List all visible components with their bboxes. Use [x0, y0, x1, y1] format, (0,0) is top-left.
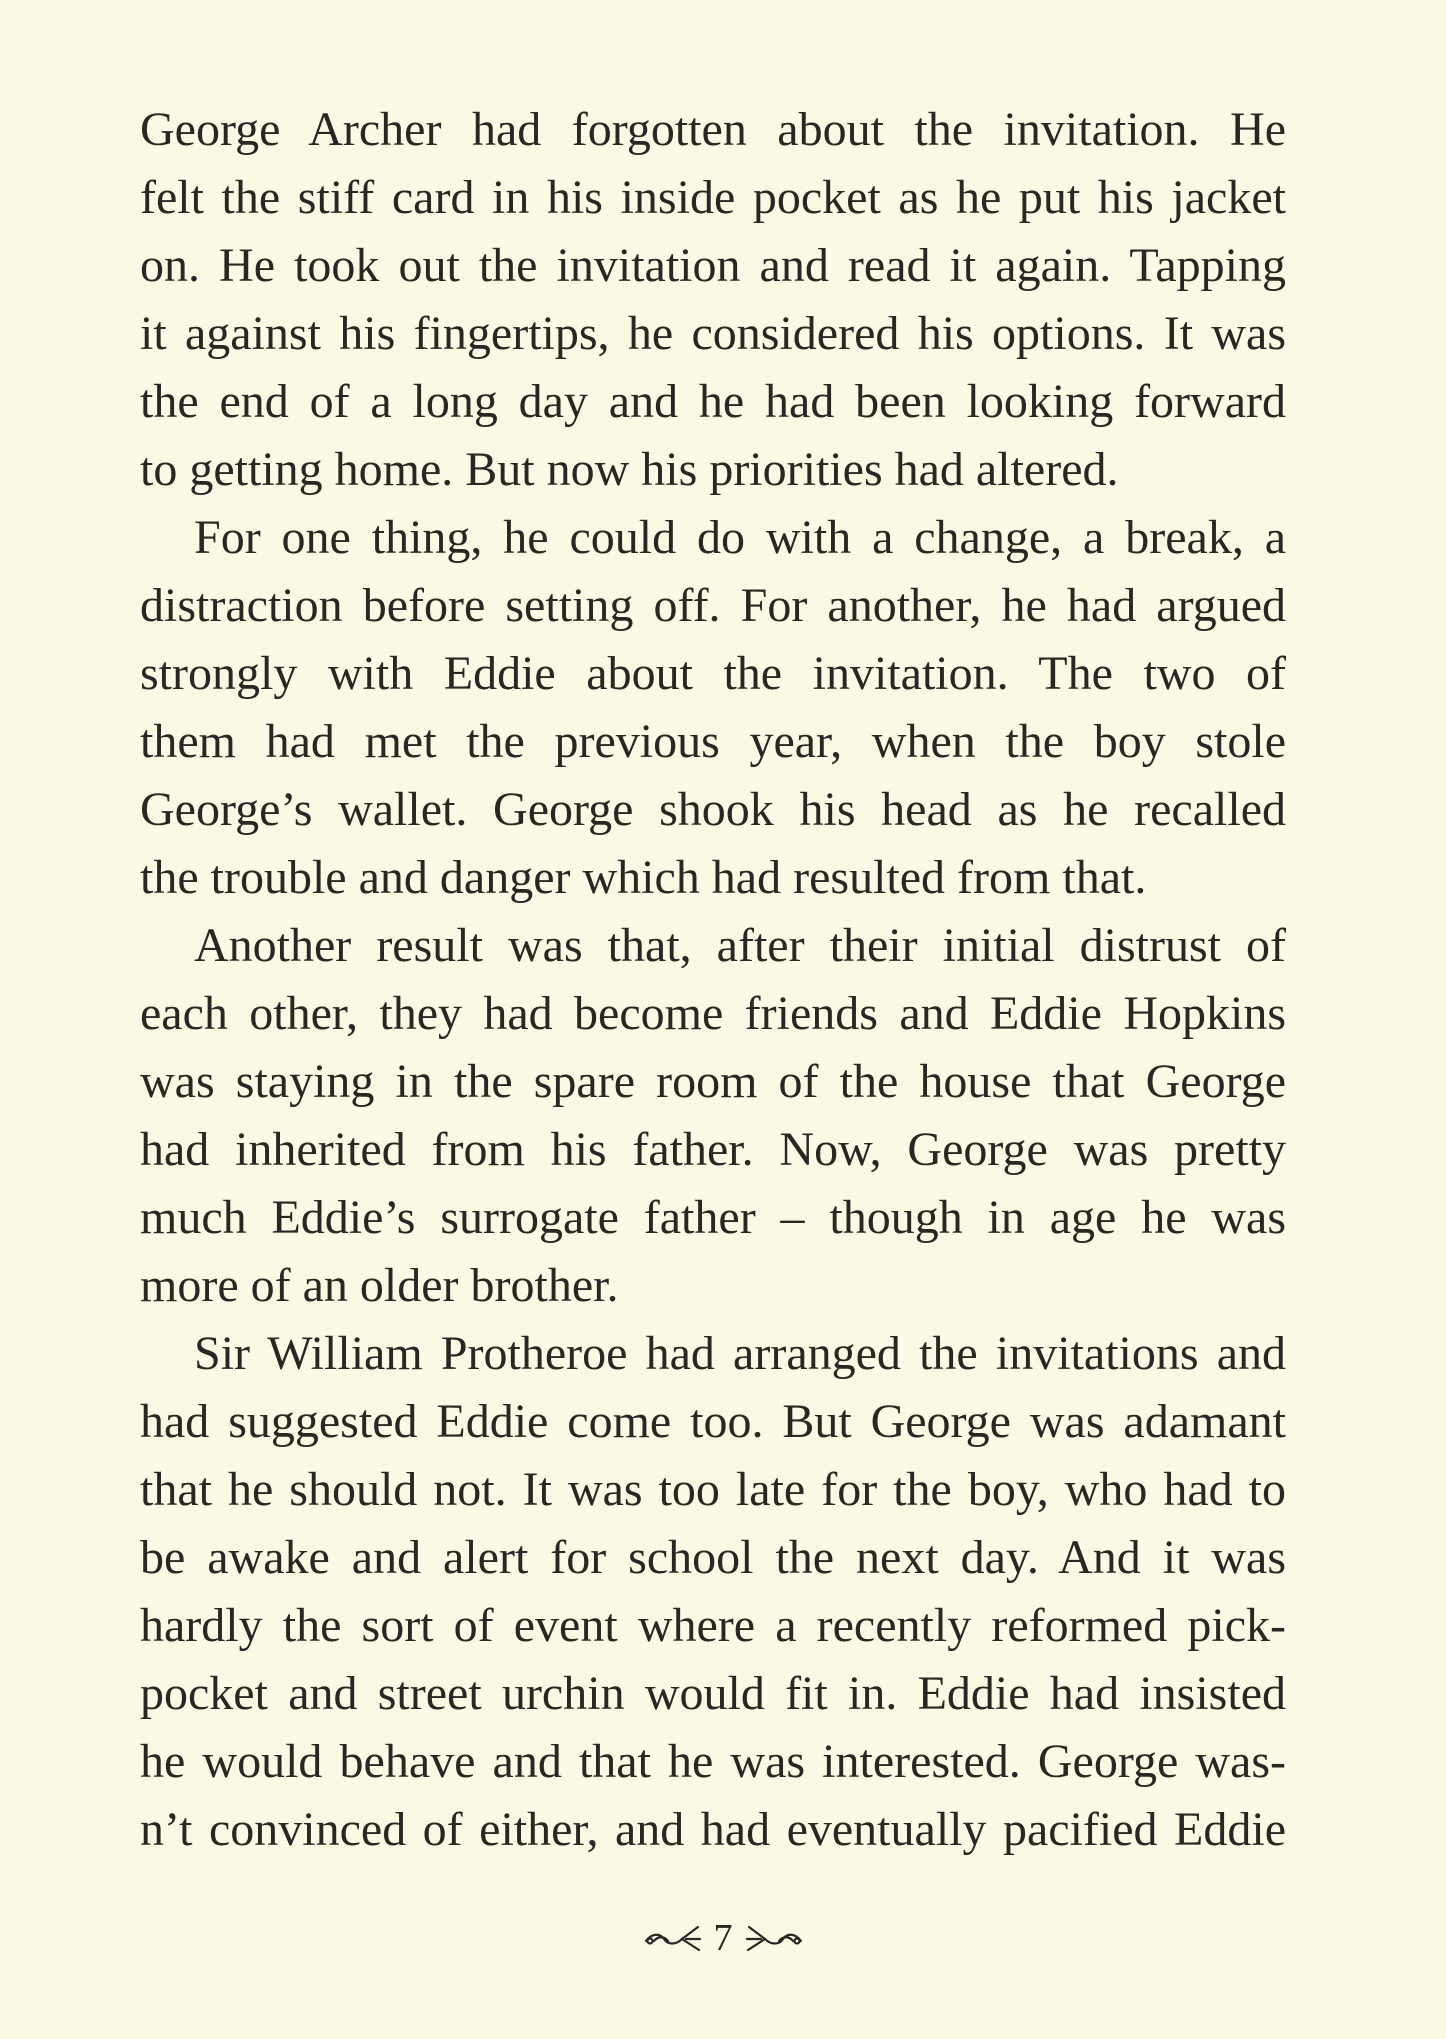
body-text	[140, 96, 1286, 1864]
text-line: pocket and street urchin would fit in. Eddie had insisted	[140, 1667, 1286, 1720]
text-line: For one thing, he could do with a change, a break, a	[194, 511, 1286, 564]
text-line: n’t convinced of either, and had eventually pacified Eddie	[140, 1803, 1286, 1856]
paragraph	[140, 504, 1286, 912]
text-line: much Eddie’s surrogate father – though in age he was	[140, 1191, 1286, 1244]
text-line: Another result was that, after their initial distrust of	[194, 919, 1286, 972]
text-line: them had met the previous year, when the boy stole	[140, 715, 1286, 768]
paragraph	[140, 1320, 1286, 1864]
text-line: that he should not. It was too late for the boy, who had to	[140, 1463, 1286, 1516]
text-line: had inherited from his father. Now, George was pretty	[140, 1123, 1286, 1176]
text-line: more of an older brother.	[140, 1259, 619, 1312]
text-line: distraction before setting off. For another, he had argued	[140, 579, 1286, 632]
text-line: George Archer had forgotten about the invitation. He	[140, 103, 1286, 156]
text-line: George’s wallet. George shook his head as he recalled	[140, 783, 1286, 836]
flourish-left-icon	[642, 1923, 704, 1953]
text-line: felt the stiff card in his inside pocket as he put his jacket	[140, 171, 1286, 224]
text-line: had suggested Eddie come too. But George was adamant	[140, 1395, 1286, 1448]
text-line: was staying in the spare room of the house that George	[140, 1055, 1286, 1108]
text-line: be awake and alert for school the next day. And it was	[140, 1531, 1286, 1584]
flourish-right-icon	[743, 1923, 805, 1953]
text-line: he would behave and that he was interested. George was-	[140, 1735, 1286, 1788]
text-line: to getting home. But now his priorities had altered.	[140, 443, 1119, 496]
text-line: it against his fingertips, he considered his options. It was	[140, 307, 1286, 360]
page-number: 7	[713, 1917, 733, 1959]
text-line: the end of a long day and he had been looking forward	[140, 375, 1286, 428]
text-line: Sir William Protheroe had arranged the invitations and	[194, 1327, 1286, 1380]
text-line: hardly the sort of event where a recently reformed pick-	[140, 1599, 1286, 1652]
text-line: on. He took out the invitation and read it again. Tapping	[140, 239, 1286, 292]
paragraph	[140, 912, 1286, 1320]
text-line: strongly with Eddie about the invitation. The two of	[140, 647, 1286, 700]
text-line: each other, they had become friends and Eddie Hopkins	[140, 987, 1286, 1040]
text-line: the trouble and danger which had resulted from that.	[140, 851, 1147, 904]
paragraph	[140, 96, 1286, 504]
page-number-folio	[0, 1914, 1446, 1962]
